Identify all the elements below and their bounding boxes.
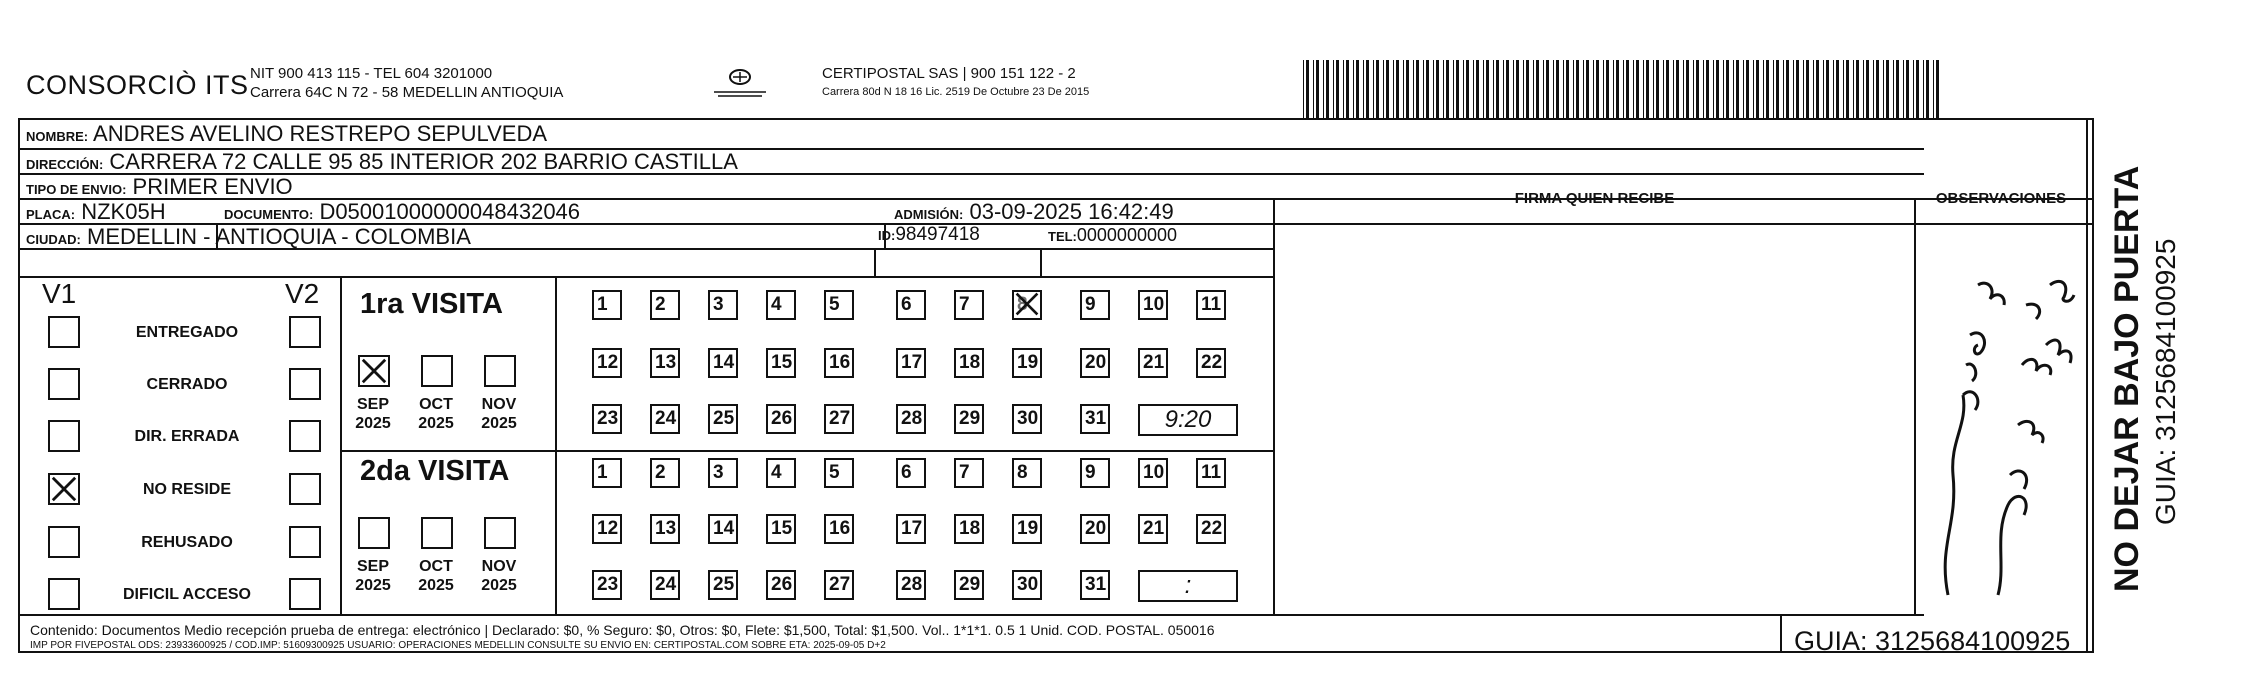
side-warning: NO DEJAR BAJO PUERTA (2108, 165, 2146, 592)
day-box[interactable] (1080, 290, 1110, 320)
day-number: 23 (597, 574, 619, 595)
month-year: 2025 (418, 577, 454, 594)
col-divider (1914, 198, 1916, 614)
month-name: OCT (419, 396, 453, 413)
day-number: 12 (597, 352, 619, 373)
visit-divider (340, 450, 1273, 452)
firma-header: FIRMA QUIEN RECIBE (1514, 190, 1675, 207)
v1-checkbox[interactable] (48, 526, 80, 558)
v1-checkbox[interactable] (48, 420, 80, 452)
checked-x-icon (1014, 291, 1040, 317)
second-visit-title: 2da VISITA (360, 455, 510, 487)
v2-checkbox[interactable] (289, 473, 321, 505)
day-box[interactable] (766, 348, 796, 378)
day-box[interactable] (708, 348, 738, 378)
day-number: 24 (655, 574, 677, 595)
day-number: 17 (901, 518, 923, 539)
day-number: 5 (829, 462, 840, 483)
month-label (411, 557, 461, 595)
status-option-label: REHUSADO (141, 534, 233, 551)
col-divider (2086, 118, 2088, 653)
month-label (348, 395, 398, 433)
day-box[interactable] (954, 570, 984, 600)
day-number: 3 (713, 462, 724, 483)
day-box[interactable] (708, 570, 738, 600)
day-box[interactable] (766, 404, 796, 434)
day-number: 6 (901, 294, 912, 315)
day-box[interactable] (1012, 404, 1042, 434)
col-divider (874, 248, 876, 276)
address-field (26, 149, 738, 175)
day-box[interactable] (954, 514, 984, 544)
day-box[interactable] (824, 514, 854, 544)
day-box[interactable] (896, 290, 926, 320)
row-divider (18, 276, 1273, 278)
address-label: DIRECCIÓN: (26, 157, 104, 172)
day-box[interactable] (592, 348, 622, 378)
status-option-label: DIR. ERRADA (134, 428, 240, 445)
footer-guia: GUIA: 3125684100925 (1794, 626, 2071, 656)
day-box[interactable] (1138, 290, 1168, 320)
day-number: 7 (959, 462, 970, 483)
v2-checkbox[interactable] (289, 316, 321, 348)
day-box[interactable] (1196, 458, 1226, 488)
v2-checkbox[interactable] (289, 578, 321, 610)
time-field[interactable]: 9:20 (1138, 404, 1238, 436)
day-box[interactable] (592, 570, 622, 600)
tel-label: TEL: (1048, 229, 1077, 244)
day-box[interactable] (896, 570, 926, 600)
day-box[interactable] (1196, 348, 1226, 378)
day-box[interactable] (896, 404, 926, 434)
day-box[interactable] (708, 514, 738, 544)
day-number: 20 (1085, 518, 1107, 539)
day-box[interactable] (1012, 570, 1042, 600)
day-number: 18 (959, 518, 981, 539)
month-label (411, 395, 461, 433)
documento-value: D05001000000048432046 (319, 199, 581, 224)
day-number: 24 (655, 408, 677, 429)
v2-label: V2 (285, 278, 320, 309)
day-number: 8 (1017, 462, 1028, 483)
day-box[interactable] (1138, 458, 1168, 488)
day-box[interactable] (954, 290, 984, 320)
month-year: 2025 (355, 415, 391, 432)
day-number: 10 (1143, 294, 1165, 315)
id-label: ID: (878, 228, 896, 243)
checked-x-icon (50, 475, 78, 503)
month-name: NOV (481, 558, 517, 575)
day-number: 21 (1143, 352, 1165, 373)
day-number: 6 (901, 462, 912, 483)
month-label (348, 557, 398, 595)
company-nit: NIT 900 413 115 - TEL 604 3201000 (250, 65, 493, 82)
day-box[interactable] (824, 458, 854, 488)
day-box[interactable] (824, 404, 854, 434)
day-box[interactable] (1138, 348, 1168, 378)
col-divider (555, 276, 557, 614)
day-number: 30 (1017, 574, 1039, 595)
day-number: 22 (1201, 352, 1223, 373)
month-checkbox[interactable] (484, 355, 516, 387)
v1-label: V1 (42, 278, 77, 309)
day-number: 1 (597, 294, 608, 315)
tipo-label: TIPO DE ENVIO: (26, 182, 127, 197)
day-box[interactable] (766, 458, 796, 488)
company-info (250, 64, 563, 102)
day-box[interactable] (766, 570, 796, 600)
month-name: SEP (356, 558, 389, 575)
day-box[interactable] (1012, 514, 1042, 544)
day-box[interactable] (766, 290, 796, 320)
v2-checkbox[interactable] (289, 526, 321, 558)
day-number: 26 (771, 408, 793, 429)
day-box[interactable] (1080, 570, 1110, 600)
day-number: 15 (771, 352, 793, 373)
company-address: Carrera 64C N 72 - 58 MEDELLIN ANTIOQUIA (250, 84, 564, 101)
v2-checkbox[interactable] (289, 420, 321, 452)
month-name: SEP (356, 396, 389, 413)
placa-value: NZK05H (81, 199, 166, 224)
name-field (26, 121, 547, 147)
day-box[interactable] (824, 348, 854, 378)
month-year: 2025 (481, 577, 517, 594)
month-checkbox[interactable] (484, 517, 516, 549)
v1-checkbox[interactable] (48, 368, 80, 400)
day-number: 11 (1201, 294, 1222, 315)
first-visit-title: 1ra VISITA (360, 288, 503, 320)
col-divider (1040, 248, 1042, 276)
day-number: 4 (771, 294, 782, 315)
placa-field (26, 199, 166, 225)
day-box[interactable] (650, 570, 680, 600)
barcode-icon (1303, 60, 1943, 118)
month-year: 2025 (355, 577, 391, 594)
day-number: 16 (829, 518, 851, 539)
day-box[interactable] (824, 570, 854, 600)
day-box[interactable] (1012, 458, 1042, 488)
status-option-label: CERRADO (146, 376, 228, 393)
col-divider (1780, 614, 1782, 653)
month-year: 2025 (481, 415, 517, 432)
col-divider (1273, 198, 1275, 614)
day-number: 21 (1143, 518, 1165, 539)
day-box[interactable] (1080, 348, 1110, 378)
tipo-field (26, 174, 293, 200)
company-name: CONSORCIÒ ITS (26, 70, 249, 100)
day-number: 27 (829, 408, 851, 429)
documento-label: DOCUMENTO: (224, 207, 314, 222)
day-box[interactable] (592, 514, 622, 544)
ciudad-field (26, 224, 471, 250)
day-number: 20 (1085, 352, 1107, 373)
placa-label: PLACA: (26, 207, 76, 222)
day-number: 3 (713, 294, 724, 315)
month-name: OCT (419, 558, 453, 575)
courier-name: CERTIPOSTAL SAS | 900 151 122 - 2 (822, 65, 1076, 82)
day-box[interactable] (1138, 514, 1168, 544)
day-box[interactable] (650, 290, 680, 320)
day-number: 9 (1085, 294, 1096, 315)
observaciones-header: OBSERVACIONES (1935, 190, 2067, 207)
day-number: 31 (1085, 574, 1107, 595)
day-number: 27 (829, 574, 851, 595)
id-field (878, 224, 980, 246)
day-number: 7 (959, 294, 970, 315)
day-box[interactable] (896, 348, 926, 378)
month-year: 2025 (418, 415, 454, 432)
day-number: 30 (1017, 408, 1039, 429)
day-box[interactable] (1080, 514, 1110, 544)
tel-field (1048, 225, 1177, 246)
day-number: 25 (713, 408, 735, 429)
day-number: 11 (1201, 462, 1222, 483)
documento-field (224, 199, 580, 225)
day-box[interactable] (708, 290, 738, 320)
v2-checkbox[interactable] (289, 368, 321, 400)
name-value: ANDRES AVELINO RESTREPO SEPULVEDA (93, 121, 548, 146)
status-option-label: DIFICIL ACCESO (122, 586, 251, 603)
day-number: 2 (655, 294, 666, 315)
courier-info (822, 64, 1089, 102)
tipo-value: PRIMER ENVIO (132, 174, 293, 199)
name-label: NOMBRE: (26, 129, 89, 144)
day-number: 13 (655, 352, 677, 373)
day-box[interactable] (708, 458, 738, 488)
day-number: 19 (1017, 352, 1039, 373)
day-box[interactable] (1196, 514, 1226, 544)
day-box[interactable] (592, 290, 622, 320)
day-number: 25 (713, 574, 735, 595)
day-box[interactable] (650, 514, 680, 544)
day-number: 17 (901, 352, 923, 373)
day-box[interactable] (824, 290, 854, 320)
day-box[interactable] (896, 514, 926, 544)
footer-divider (18, 614, 1924, 616)
address-value: CARRERA 72 CALLE 95 85 INTERIOR 202 BARRIO CASTILLA (109, 149, 738, 174)
day-box[interactable] (1196, 290, 1226, 320)
day-number: 19 (1017, 518, 1039, 539)
ciudad-label: CIUDAD: (26, 232, 81, 247)
day-number: 29 (959, 574, 981, 595)
day-number: 26 (771, 574, 793, 595)
day-number: 5 (829, 294, 840, 315)
month-label (474, 395, 524, 433)
day-number: 31 (1085, 408, 1107, 429)
day-number: 22 (1201, 518, 1223, 539)
footer-print-info: IMP POR FIVEPOSTAL ODS: 23933600925 / COD.IMP: 51609300925 USUARIO: OPERACIONES MEDELLIN CONSULTE SU ENVIO EN: CERTIPOSTAL.COM SOBRE ETA: 2025-09-05 D+2 (30, 640, 886, 651)
day-number: 28 (901, 408, 923, 429)
day-number: 1 (597, 462, 608, 483)
day-number: 13 (655, 518, 677, 539)
day-number: 8 (1017, 294, 1028, 315)
day-box[interactable] (896, 458, 926, 488)
month-label (474, 557, 524, 595)
day-number: 14 (713, 352, 735, 373)
ciudad-value: MEDELLIN - ANTIOQUIA - COLOMBIA (87, 224, 471, 249)
day-box[interactable] (1012, 348, 1042, 378)
day-number: 12 (597, 518, 619, 539)
status-option-label: ENTREGADO (135, 324, 239, 341)
v1-checkbox[interactable] (48, 316, 80, 348)
day-number: 28 (901, 574, 923, 595)
id-value: 98497418 (895, 224, 980, 245)
day-number: 29 (959, 408, 981, 429)
day-box[interactable] (650, 404, 680, 434)
day-number: 16 (829, 352, 851, 373)
month-checkbox[interactable] (421, 355, 453, 387)
time-field[interactable]: : (1138, 570, 1238, 602)
day-number: 9 (1085, 462, 1096, 483)
status-option-label: NO RESIDE (142, 481, 231, 498)
day-number: 15 (771, 518, 793, 539)
day-number: 4 (771, 462, 782, 483)
day-box[interactable] (766, 514, 796, 544)
certipostal-logo-icon (708, 66, 772, 100)
side-guia: GUIA: 3125684100925 (2150, 238, 2181, 525)
day-box[interactable] (592, 404, 622, 434)
day-number: 23 (597, 408, 619, 429)
day-box[interactable] (650, 458, 680, 488)
month-name: NOV (481, 396, 517, 413)
tel-value: 0000000000 (1076, 225, 1177, 245)
v1-checkbox[interactable] (48, 578, 80, 610)
admision-field (894, 199, 1174, 225)
day-number: 14 (713, 518, 735, 539)
courier-address: Carrera 80d N 18 16 Lic. 2519 De Octubre 23 De 2015 (822, 86, 1090, 98)
day-number: 18 (959, 352, 981, 373)
day-box[interactable] (1080, 404, 1110, 434)
month-checkbox[interactable] (421, 517, 453, 549)
footer-content: Contenido: Documentos Medio recepción prueba de entrega: electrónico | Declarado: $0, % Seguro: $0, Otros: $0, Flete: $1,500, Total: $1,500. Vol.. 1*1*1. 0.5 1 Unid. COD. POSTAL. 050016 (30, 622, 1215, 638)
day-box[interactable] (954, 458, 984, 488)
day-number: 10 (1143, 462, 1165, 483)
day-box[interactable] (954, 404, 984, 434)
admision-label: ADMISIÓN: (894, 207, 964, 222)
checked-x-icon (360, 357, 388, 385)
observation-handwriting-icon (1918, 225, 2084, 612)
day-box[interactable] (708, 404, 738, 434)
month-checkbox[interactable] (358, 517, 390, 549)
col-divider (340, 276, 342, 614)
day-box[interactable] (1080, 458, 1110, 488)
admision-value: 03-09-2025 16:42:49 (969, 199, 1174, 224)
day-box[interactable] (650, 348, 680, 378)
day-number: 2 (655, 462, 666, 483)
day-box[interactable] (954, 348, 984, 378)
day-box[interactable] (592, 458, 622, 488)
